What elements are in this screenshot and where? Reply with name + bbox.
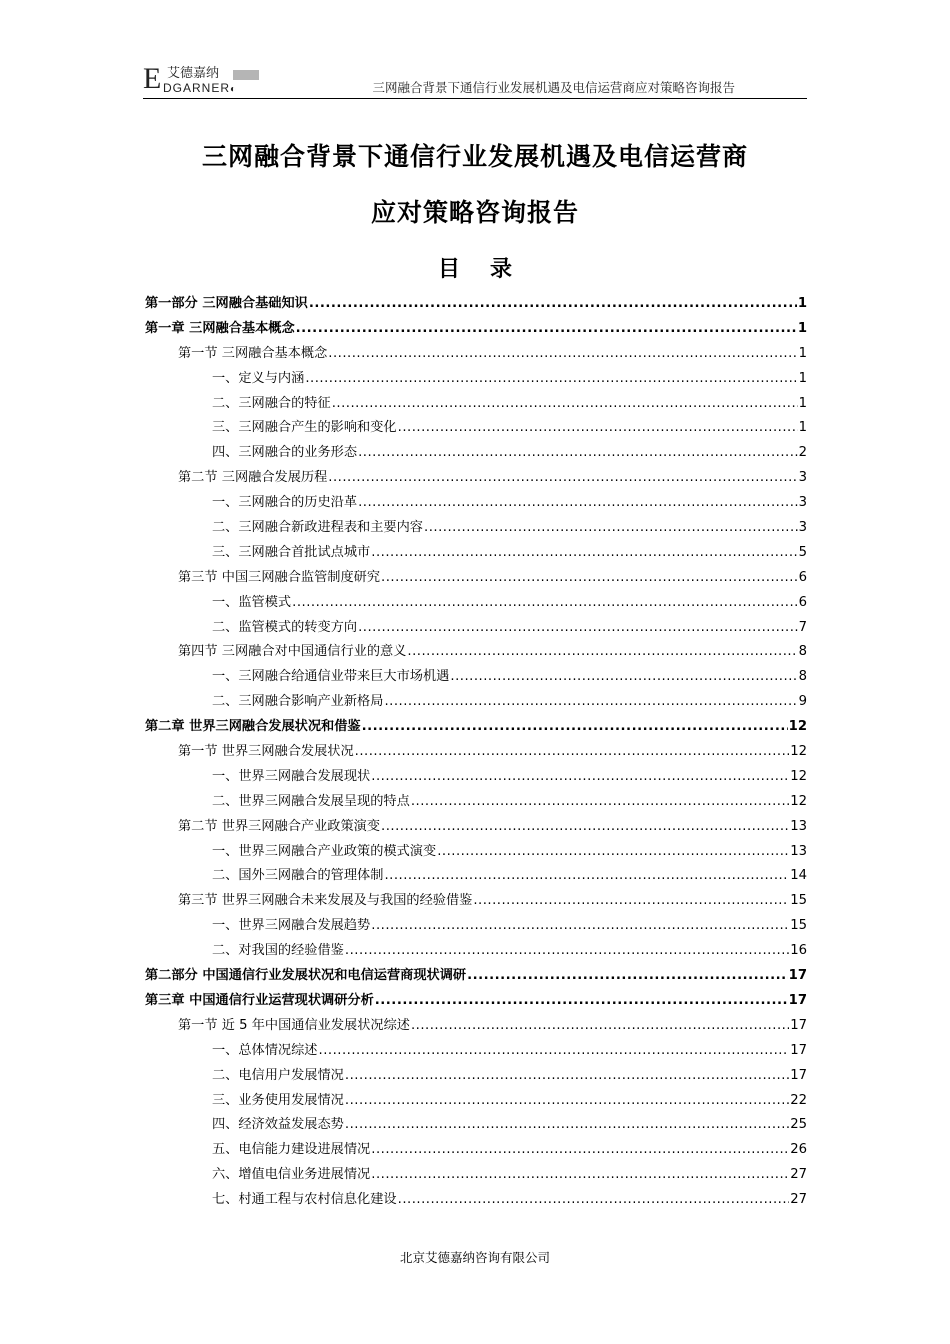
toc-dot-leader xyxy=(371,765,789,790)
toc-page-number: 8 xyxy=(798,669,807,685)
toc-dot-leader xyxy=(398,1188,790,1213)
toc-dot-leader xyxy=(371,914,789,939)
toc-dot-leader xyxy=(319,1039,790,1064)
toc-entry-title: 二、世界三网融合发展呈现的特点 xyxy=(212,793,410,809)
toc-page-number: 1 xyxy=(797,320,807,336)
toc-entry[interactable] xyxy=(145,1113,807,1138)
toc-entry[interactable] xyxy=(145,466,807,491)
logo-english-name xyxy=(163,82,237,96)
running-header-title: 三网融合背景下通信行业发展机遇及电信运营商应对策略咨询报告 xyxy=(372,80,735,95)
toc-entry-title: 五、电信能力建设进展情况 xyxy=(212,1142,371,1158)
toc-entry[interactable] xyxy=(145,1138,807,1163)
toc-entry[interactable] xyxy=(145,416,807,441)
toc-entry[interactable] xyxy=(145,616,807,641)
toc-entry-title: 二、电信用户发展情况 xyxy=(212,1067,344,1083)
toc-dot-leader xyxy=(358,491,798,516)
toc-entry[interactable] xyxy=(145,815,807,840)
toc-entry-title: 一、世界三网融合发展趋势 xyxy=(212,918,371,934)
toc-dot-leader xyxy=(358,441,798,466)
toc-entry[interactable] xyxy=(145,1089,807,1114)
toc-entry[interactable] xyxy=(145,292,807,317)
toc-page-number: 1 xyxy=(797,296,807,311)
toc-entry-title: 第一部分 三网融合基础知识 xyxy=(145,296,308,311)
toc-dot-leader xyxy=(381,815,789,840)
toc-page-number: 26 xyxy=(790,1142,807,1158)
toc-entry-title: 三、业务使用发展情况 xyxy=(212,1092,344,1108)
toc-page-number: 6 xyxy=(798,569,807,585)
toc-entry[interactable] xyxy=(145,939,807,964)
toc-page-number: 1 xyxy=(798,420,807,436)
toc-page-number: 1 xyxy=(798,345,807,361)
toc-dot-leader xyxy=(305,367,797,392)
toc-dot-leader xyxy=(358,616,798,641)
page-header xyxy=(143,62,807,99)
toc-dot-leader xyxy=(384,690,797,715)
toc-page-number: 2 xyxy=(798,445,807,461)
toc-entry-title: 第一节 近 5 年中国通信业发展状况综述 xyxy=(178,1017,410,1033)
toc-entry[interactable] xyxy=(145,790,807,815)
toc-page-number: 16 xyxy=(790,943,807,959)
logo-letter-e: E xyxy=(143,62,162,95)
toc-entry-title: 二、监管模式的转变方向 xyxy=(212,619,358,635)
toc-page-number: 17 xyxy=(788,968,807,984)
toc-dot-leader xyxy=(371,1163,789,1188)
toc-dot-leader xyxy=(371,541,797,566)
toc-entry-title: 二、国外三网融合的管理体制 xyxy=(212,868,384,884)
toc-entry-title: 第二章 世界三网融合发展状况和借鉴 xyxy=(145,719,361,735)
footer-company-name: 北京艾德嘉纳咨询有限公司 xyxy=(399,1250,550,1265)
toc-entry-title: 第三章 中国通信行业运营现状调研分析 xyxy=(145,992,374,1008)
toc-entry-title: 第二节 世界三网融合产业政策演变 xyxy=(178,818,381,834)
toc-page-number: 12 xyxy=(790,768,807,784)
toc-dot-leader xyxy=(411,1014,789,1039)
toc-page-number: 12 xyxy=(790,744,807,760)
toc-entry[interactable] xyxy=(145,591,807,616)
toc-entry-title: 第一节 世界三网融合发展状况 xyxy=(178,744,354,760)
toc-entry-title: 第二部分 中国通信行业发展状况和电信运营商现状调研 xyxy=(145,968,467,984)
toc-entry[interactable] xyxy=(145,392,807,417)
toc-entry[interactable] xyxy=(145,541,807,566)
toc-dot-leader xyxy=(362,715,788,740)
toc-entry-title: 一、监管模式 xyxy=(212,594,292,610)
toc-entry-title: 一、世界三网融合产业政策的模式演变 xyxy=(212,843,437,859)
toc-page-number: 15 xyxy=(790,918,807,934)
toc-dot-leader xyxy=(296,317,797,342)
toc-entry[interactable] xyxy=(145,740,807,765)
toc-entry[interactable] xyxy=(145,342,807,367)
toc-entry[interactable] xyxy=(145,491,807,516)
toc-dot-leader xyxy=(381,566,798,591)
toc-dot-leader xyxy=(328,466,797,491)
toc-page-number: 8 xyxy=(798,644,807,660)
toc-dot-leader xyxy=(355,740,790,765)
toc-entry[interactable] xyxy=(145,914,807,939)
toc-entry[interactable] xyxy=(145,1163,807,1188)
toc-dot-leader xyxy=(309,292,797,317)
toc-entry[interactable] xyxy=(145,889,807,914)
toc-page-number: 1 xyxy=(798,395,807,411)
toc-dot-leader xyxy=(345,1089,789,1114)
toc-page-number: 14 xyxy=(790,868,807,884)
toc-page-number: 17 xyxy=(790,1067,807,1083)
toc-entry[interactable] xyxy=(145,1188,807,1213)
toc-dot-leader xyxy=(345,1064,789,1089)
report-title-line-2: 应对策略咨询报告 xyxy=(370,198,579,227)
toc-entry-title: 三、三网融合产生的影响和变化 xyxy=(212,420,397,436)
toc-entry-title: 二、三网融合影响产业新格局 xyxy=(212,694,384,710)
toc-dot-leader xyxy=(345,939,789,964)
toc-entry-title: 六、增值电信业务进展情况 xyxy=(212,1167,371,1183)
toc-entry[interactable] xyxy=(145,317,807,342)
toc-dot-leader xyxy=(473,889,789,914)
toc-entry-title: 二、三网融合新政进程表和主要内容 xyxy=(212,520,423,536)
report-title-line-1: 三网融合背景下通信行业发展机遇及电信运营商 xyxy=(201,142,748,171)
toc-page-number: 25 xyxy=(790,1117,807,1133)
toc-page-number: 27 xyxy=(790,1192,807,1208)
toc-entry-title: 四、三网融合的业务形态 xyxy=(212,445,358,461)
toc-page-number: 17 xyxy=(790,1017,807,1033)
toc-entry-title: 四、经济效益发展态势 xyxy=(212,1117,344,1133)
toc-entry[interactable] xyxy=(145,1014,807,1039)
toc-entry[interactable] xyxy=(145,690,807,715)
toc-entry-title: 一、世界三网融合发展现状 xyxy=(212,768,371,784)
toc-dot-leader xyxy=(450,665,797,690)
toc-page-number: 7 xyxy=(798,619,807,635)
toc-entry[interactable] xyxy=(145,864,807,889)
toc-dot-leader xyxy=(467,964,788,989)
toc-entry[interactable] xyxy=(145,765,807,790)
toc-entry-title: 第四节 三网融合对中国通信行业的意义 xyxy=(178,644,407,660)
toc-dot-leader xyxy=(384,864,789,889)
toc-page-number: 12 xyxy=(790,793,807,809)
toc-page-number: 15 xyxy=(790,893,807,909)
toc-entry-title: 七、村通工程与农村信息化建设 xyxy=(212,1192,397,1208)
toc-entry-title: 一、三网融合给通信业带来巨大市场机遇 xyxy=(212,669,450,685)
toc-page-number: 12 xyxy=(788,719,807,735)
logo-chinese-name: 艾德嘉纳 xyxy=(167,66,220,81)
toc-dot-leader xyxy=(398,416,798,441)
toc-entry[interactable] xyxy=(145,516,807,541)
logo-english-text: DGARNER xyxy=(163,81,231,95)
toc-entry[interactable] xyxy=(145,665,807,690)
toc-page-number: 6 xyxy=(798,594,807,610)
toc-page-number: 3 xyxy=(798,520,807,536)
toc-dot-leader xyxy=(375,989,788,1014)
page-footer xyxy=(0,1248,950,1266)
company-logo xyxy=(143,64,303,96)
toc-entry-title: 二、三网融合的特征 xyxy=(212,395,331,411)
toc-entry-title: 三、三网融合首批试点城市 xyxy=(212,544,371,560)
toc-page-number: 3 xyxy=(798,495,807,511)
toc-entry-title: 第一节 三网融合基本概念 xyxy=(178,345,328,361)
logo-mark-icon: ◐ xyxy=(230,84,238,95)
toc-dot-leader xyxy=(328,342,797,367)
toc-entry[interactable] xyxy=(145,840,807,865)
toc-page-number: 5 xyxy=(798,544,807,560)
toc-page-number: 27 xyxy=(790,1167,807,1183)
toc-dot-leader xyxy=(411,790,789,815)
toc-page-number: 13 xyxy=(790,843,807,859)
toc-entry[interactable] xyxy=(145,1039,807,1064)
toc-entry-title: 一、总体情况综述 xyxy=(212,1042,318,1058)
toc-page-number: 17 xyxy=(790,1042,807,1058)
toc-entry-title: 第二节 三网融合发展历程 xyxy=(178,470,328,486)
toc-heading: 目录 xyxy=(437,257,542,282)
toc-entry[interactable] xyxy=(145,1064,807,1089)
toc-entry-title: 二、对我国的经验借鉴 xyxy=(212,943,344,959)
toc-page-number: 13 xyxy=(790,818,807,834)
toc-entry[interactable] xyxy=(145,715,807,740)
toc-entry[interactable] xyxy=(145,640,807,665)
toc-page-number: 3 xyxy=(798,470,807,486)
toc-page-number: 17 xyxy=(788,992,807,1008)
toc-entry-title: 一、三网融合的历史沿革 xyxy=(212,495,358,511)
toc-dot-leader xyxy=(332,392,798,417)
toc-entry[interactable] xyxy=(145,367,807,392)
toc-entry[interactable] xyxy=(145,989,807,1014)
toc-dot-leader xyxy=(407,640,797,665)
toc-dot-leader xyxy=(437,840,789,865)
logo-gray-bar xyxy=(233,70,259,80)
toc-entry-title: 第三节 中国三网融合监管制度研究 xyxy=(178,569,381,585)
toc-dot-leader xyxy=(371,1138,789,1163)
toc-entry[interactable] xyxy=(145,441,807,466)
toc-page-number: 22 xyxy=(790,1092,807,1108)
toc-page-number: 9 xyxy=(798,694,807,710)
toc-dot-leader xyxy=(345,1113,789,1138)
toc-dot-leader xyxy=(424,516,798,541)
toc-page-number: 1 xyxy=(798,370,807,386)
toc-entry-title: 第三节 世界三网融合未来发展及与我国的经验借鉴 xyxy=(178,893,473,909)
table-of-contents xyxy=(145,292,807,1213)
toc-entry-title: 一、定义与内涵 xyxy=(212,370,305,386)
toc-dot-leader xyxy=(292,591,797,616)
toc-entry-title: 第一章 三网融合基本概念 xyxy=(145,320,295,336)
toc-entry[interactable] xyxy=(145,964,807,989)
toc-entry[interactable] xyxy=(145,566,807,591)
